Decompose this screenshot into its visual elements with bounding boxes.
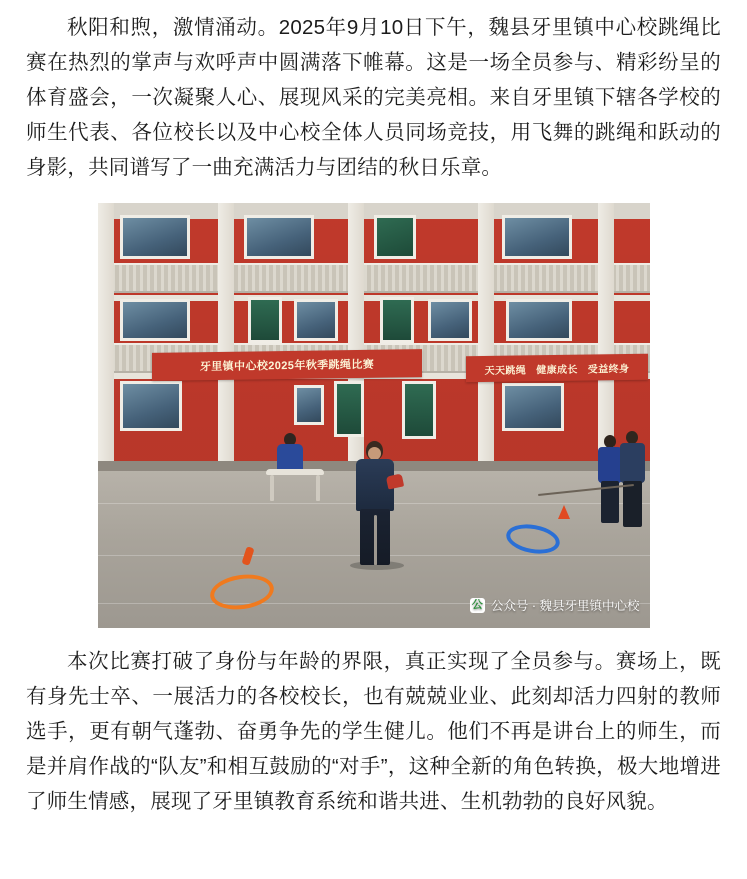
- window: [294, 299, 338, 341]
- paragraph-one: 秋阳和煦，激情涌动。2025年9月10日下午，魏县牙里镇中心校跳绳比赛在热烈的掌声与欢呼声中圆满落下帷幕。这是一场全员参与、精彩纷呈的体育盛会，一次凝聚人心、展现风采的完美亮相。来自牙里镇下辖各学校的师生代表、各位校长以及中心校全体人员同场竞技，用飞舞的跳绳和跃动的身影，共同谱写了一曲充满活力与团结的秋日乐章。: [26, 16, 721, 179]
- window: [502, 215, 572, 259]
- window: [374, 215, 416, 259]
- photo-watermark: [470, 596, 640, 614]
- event-banner-left: 牙里镇中心校2025年秋季跳绳比赛: [152, 349, 422, 381]
- classroom-door: [248, 297, 282, 343]
- facade-pillar: [218, 203, 234, 461]
- banner-slogan-2: 健康成长: [535, 364, 578, 376]
- facade-pillar: [598, 203, 614, 461]
- classroom-door: [380, 297, 414, 343]
- window: [294, 385, 324, 425]
- window: [120, 299, 190, 341]
- banner-slogan-3: 受益终身: [587, 363, 629, 376]
- onlooker-body: [598, 447, 622, 483]
- speaker-leg-gap: [374, 515, 377, 565]
- balcony-railing-upper: [98, 263, 650, 293]
- window: [244, 215, 314, 259]
- classroom-door: [402, 381, 436, 439]
- window: [120, 215, 190, 259]
- event-banner-right: [466, 354, 648, 383]
- onlooker-legs: [623, 481, 642, 527]
- window: [120, 381, 182, 431]
- table-leg: [270, 475, 274, 501]
- watermark-text: 公众号 · 魏县牙里镇中心校: [490, 599, 640, 613]
- banner-slogan-1: 天天跳绳: [484, 364, 526, 377]
- window: [428, 299, 472, 341]
- facade-pillar: [478, 203, 494, 461]
- wechat-logo-icon: 公: [471, 598, 483, 611]
- onlooker-body: [620, 443, 645, 483]
- event-photo: [98, 203, 650, 628]
- classroom-door: [334, 381, 364, 437]
- seated-person-body: [277, 444, 303, 470]
- facade-pillar: [98, 203, 114, 461]
- window: [506, 299, 572, 341]
- paragraph-two: 本次比赛打破了身份与年龄的界限，真正实现了全员参与。赛场上，既有身先士卒、一展活力的各校校长，也有兢兢业业、此刻却活力四射的教师选手，更有朝气蓬勃、奋勇争先的学生健儿。他们不再是讲台上的师生，而是并肩作战的“队友”和相互鼓励的“对手”，这种全新的角色转换，极大地增进了师生情感，展现了牙里镇教育系统和谐共进、生机勃勃的良好风貌。: [26, 650, 721, 813]
- table-leg: [316, 475, 320, 501]
- article-figure: [26, 203, 721, 628]
- marker-cone: [558, 505, 570, 519]
- judges-table: [266, 469, 324, 475]
- window: [502, 383, 564, 431]
